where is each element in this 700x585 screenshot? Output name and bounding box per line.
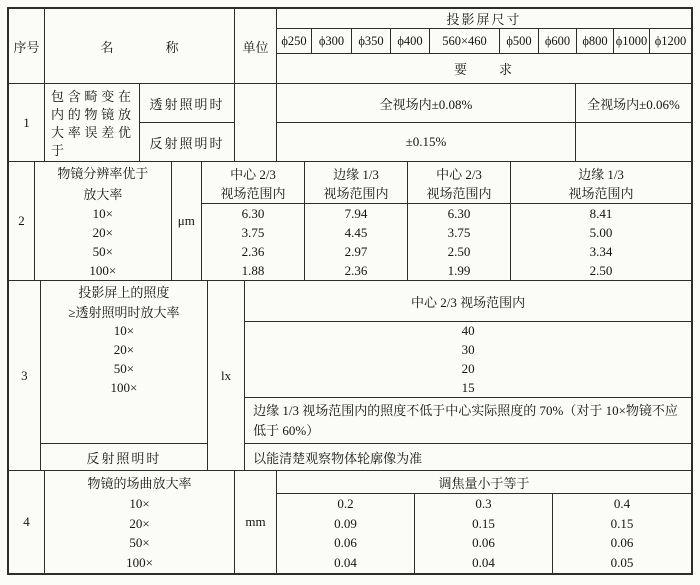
row4-values — [277, 494, 691, 573]
row2-col1-header-line2: 视场范围内 — [220, 185, 286, 201]
row1-name-text: 包含畸变在内的物镜放大率误差优于 — [45, 84, 140, 161]
row2-unit: μm — [172, 162, 202, 280]
value-cell: 30 — [461, 342, 475, 358]
row3-reflected-label: 反射照明时 — [86, 450, 162, 466]
name-column-header: 名 称 — [45, 9, 235, 83]
value-cell: 3.34 — [589, 243, 613, 259]
value-cell: 40 — [461, 323, 475, 339]
row2-mag-20x: 20× — [92, 224, 114, 240]
row4-mag-50x: 50× — [129, 535, 150, 551]
row3-mag-50x: 50× — [113, 360, 135, 376]
row1-name-cell — [45, 84, 235, 161]
value-cell: 20 — [461, 360, 475, 376]
value-cell: 3.75 — [447, 224, 471, 240]
value-cell: 8.41 — [589, 205, 613, 221]
value-cell: 0.06 — [610, 535, 634, 551]
row3-unit: lx — [208, 281, 245, 470]
value-cell: 0.15 — [610, 515, 634, 531]
value-cell: 5.00 — [589, 224, 613, 240]
serial-column-header: 序号 — [9, 9, 45, 83]
row2-col2-header — [305, 162, 407, 204]
row3-center-header: 中心 2/3 视场范围内 — [245, 281, 691, 322]
screen-size-cell: ϕ350 — [352, 29, 391, 53]
row2-col-center23-b — [408, 162, 511, 280]
row2-name-line2: 放大率 — [83, 187, 123, 202]
row1-requirements — [277, 84, 691, 161]
value-cell: 0.2 — [337, 495, 354, 511]
row3-edge-note: 边缘 1/3 视场范围内的照度不低于中心实际照度的 70%（对于 10×物镜不应低于 60%） — [245, 398, 691, 444]
row1-reflected-values — [277, 123, 691, 161]
row1-illumination-group — [140, 84, 234, 161]
value-cell: 3.75 — [241, 224, 265, 240]
value-cell: 6.30 — [241, 205, 265, 221]
row2-col3-header — [408, 162, 510, 204]
row1-transmitted-main-value: 全视场内±0.08% — [277, 84, 576, 122]
row3-serial: 3 — [9, 281, 41, 470]
row3-mag-10x: 10× — [113, 322, 135, 338]
row2-col2-header-line1: 边缘 1/3 — [333, 166, 379, 182]
table-row-4 — [9, 471, 691, 573]
row3-mag-20x: 20× — [113, 341, 135, 357]
row4-mag-10x: 10× — [129, 495, 150, 511]
row4-name-line1: 物镜的场曲放大率 — [87, 476, 192, 491]
row2-col4-header-line1: 边缘 1/3 — [578, 166, 624, 182]
row2-col3-header-line2: 视场范围内 — [426, 185, 492, 201]
value-cell: 2.36 — [344, 262, 368, 278]
row2-mag-100x: 100× — [89, 262, 117, 278]
table-row-2 — [9, 162, 691, 281]
value-cell: 15 — [461, 379, 475, 395]
row3-center-values — [245, 322, 691, 398]
row2-col4-header-line2: 视场范围内 — [568, 185, 634, 201]
screen-size-cell: 560×460 — [430, 29, 500, 53]
value-cell: 0.09 — [334, 515, 357, 531]
value-cell: 4.45 — [344, 224, 368, 240]
value-cell: 0.3 — [475, 495, 492, 511]
row2-requirements — [202, 162, 691, 280]
value-cell: 2.97 — [344, 243, 368, 259]
spec-table — [7, 7, 693, 575]
row1-reflected-label: 反射照明时 — [149, 135, 225, 151]
screen-size-cell: ϕ800 — [577, 29, 614, 53]
row1-unit — [235, 84, 277, 161]
row2-col-center23-a — [202, 162, 305, 280]
value-cell: 2.50 — [447, 243, 471, 259]
row2-name-line1: 物镜分辨率优于 — [57, 166, 149, 181]
row3-name-line1: 投影屏上的照度 — [78, 284, 170, 300]
requirement-title: 要 求 — [453, 62, 514, 77]
value-cell: 2.50 — [589, 262, 613, 278]
row4-col2 — [415, 494, 553, 573]
row2-col-edge13-a — [305, 162, 408, 280]
row3-requirements — [245, 281, 691, 470]
row1-reflected-large-value — [576, 123, 691, 161]
screen-size-cell: ϕ1200 — [654, 33, 687, 48]
row2-name-cell — [35, 162, 172, 280]
row2-col1-header — [202, 162, 304, 204]
screen-size-cell: ϕ1000 — [614, 29, 650, 53]
screen-size-cell: ϕ250 — [277, 29, 312, 53]
screen-size-cell: ϕ400 — [391, 29, 430, 53]
table-header — [9, 9, 691, 84]
screen-size-row — [277, 29, 691, 54]
row4-col3 — [553, 494, 691, 573]
row1-transmitted-large-value: 全视场内±0.06% — [587, 96, 680, 112]
value-cell: 0.04 — [334, 555, 357, 571]
screen-size-cell: ϕ600 — [539, 29, 577, 53]
row3-name-main — [41, 281, 207, 444]
value-cell: 1.99 — [447, 262, 471, 278]
row4-mag-20x: 20× — [129, 515, 150, 531]
screen-size-cell: ϕ500 — [500, 29, 539, 53]
value-cell: 1.88 — [241, 262, 265, 278]
unit-column-header: 单位 — [235, 9, 277, 83]
row3-name-cell — [41, 281, 208, 470]
row4-mag-100x: 100× — [126, 555, 153, 571]
value-cell: 0.04 — [472, 555, 495, 571]
row2-mag-10x: 10× — [92, 205, 114, 221]
row4-col1 — [277, 494, 415, 573]
row4-serial: 4 — [9, 471, 45, 573]
screen-size-cell: ϕ300 — [312, 29, 352, 53]
row1-transmitted-values — [277, 84, 691, 123]
row2-col3-header-line1: 中心 2/3 — [436, 166, 482, 182]
row3-reflected-note: 以能清楚观察物体轮廓像为准 — [253, 450, 423, 466]
row2-col2-header-line2: 视场范围内 — [323, 185, 389, 201]
row2-col1-header-line1: 中心 2/3 — [230, 166, 276, 182]
row2-serial: 2 — [9, 162, 35, 280]
row4-unit: mm — [235, 471, 277, 573]
row2-mag-50x: 50× — [92, 243, 114, 259]
value-cell: 6.30 — [447, 205, 471, 221]
row3-name-line2: ≥透射照明时放大率 — [68, 304, 180, 320]
value-cell: 0.06 — [334, 535, 357, 551]
row1-serial: 1 — [9, 84, 45, 161]
value-cell: 7.94 — [344, 205, 368, 221]
screen-size-header-group — [277, 9, 691, 83]
row4-name-cell — [45, 471, 235, 573]
row2-col4-header — [511, 162, 691, 204]
row1-transmitted-label: 透射照明时 — [140, 84, 234, 123]
table-row-3 — [9, 281, 691, 471]
row3-mag-100x: 100× — [110, 379, 138, 395]
value-cell: 0.4 — [613, 495, 631, 511]
table-row-1 — [9, 84, 691, 162]
screen-size-title: 投影屏尺寸 — [277, 9, 691, 29]
row2-col-edge13-b — [511, 162, 691, 280]
row1-reflected-main-value: ±0.15% — [277, 123, 576, 161]
row4-requirements — [277, 471, 691, 573]
value-cell: 2.36 — [241, 243, 265, 259]
value-cell: 0.15 — [472, 515, 495, 531]
value-cell: 0.05 — [610, 555, 634, 571]
value-cell: 0.06 — [472, 535, 495, 551]
row4-focus-header: 调焦量小于等于 — [277, 471, 691, 494]
